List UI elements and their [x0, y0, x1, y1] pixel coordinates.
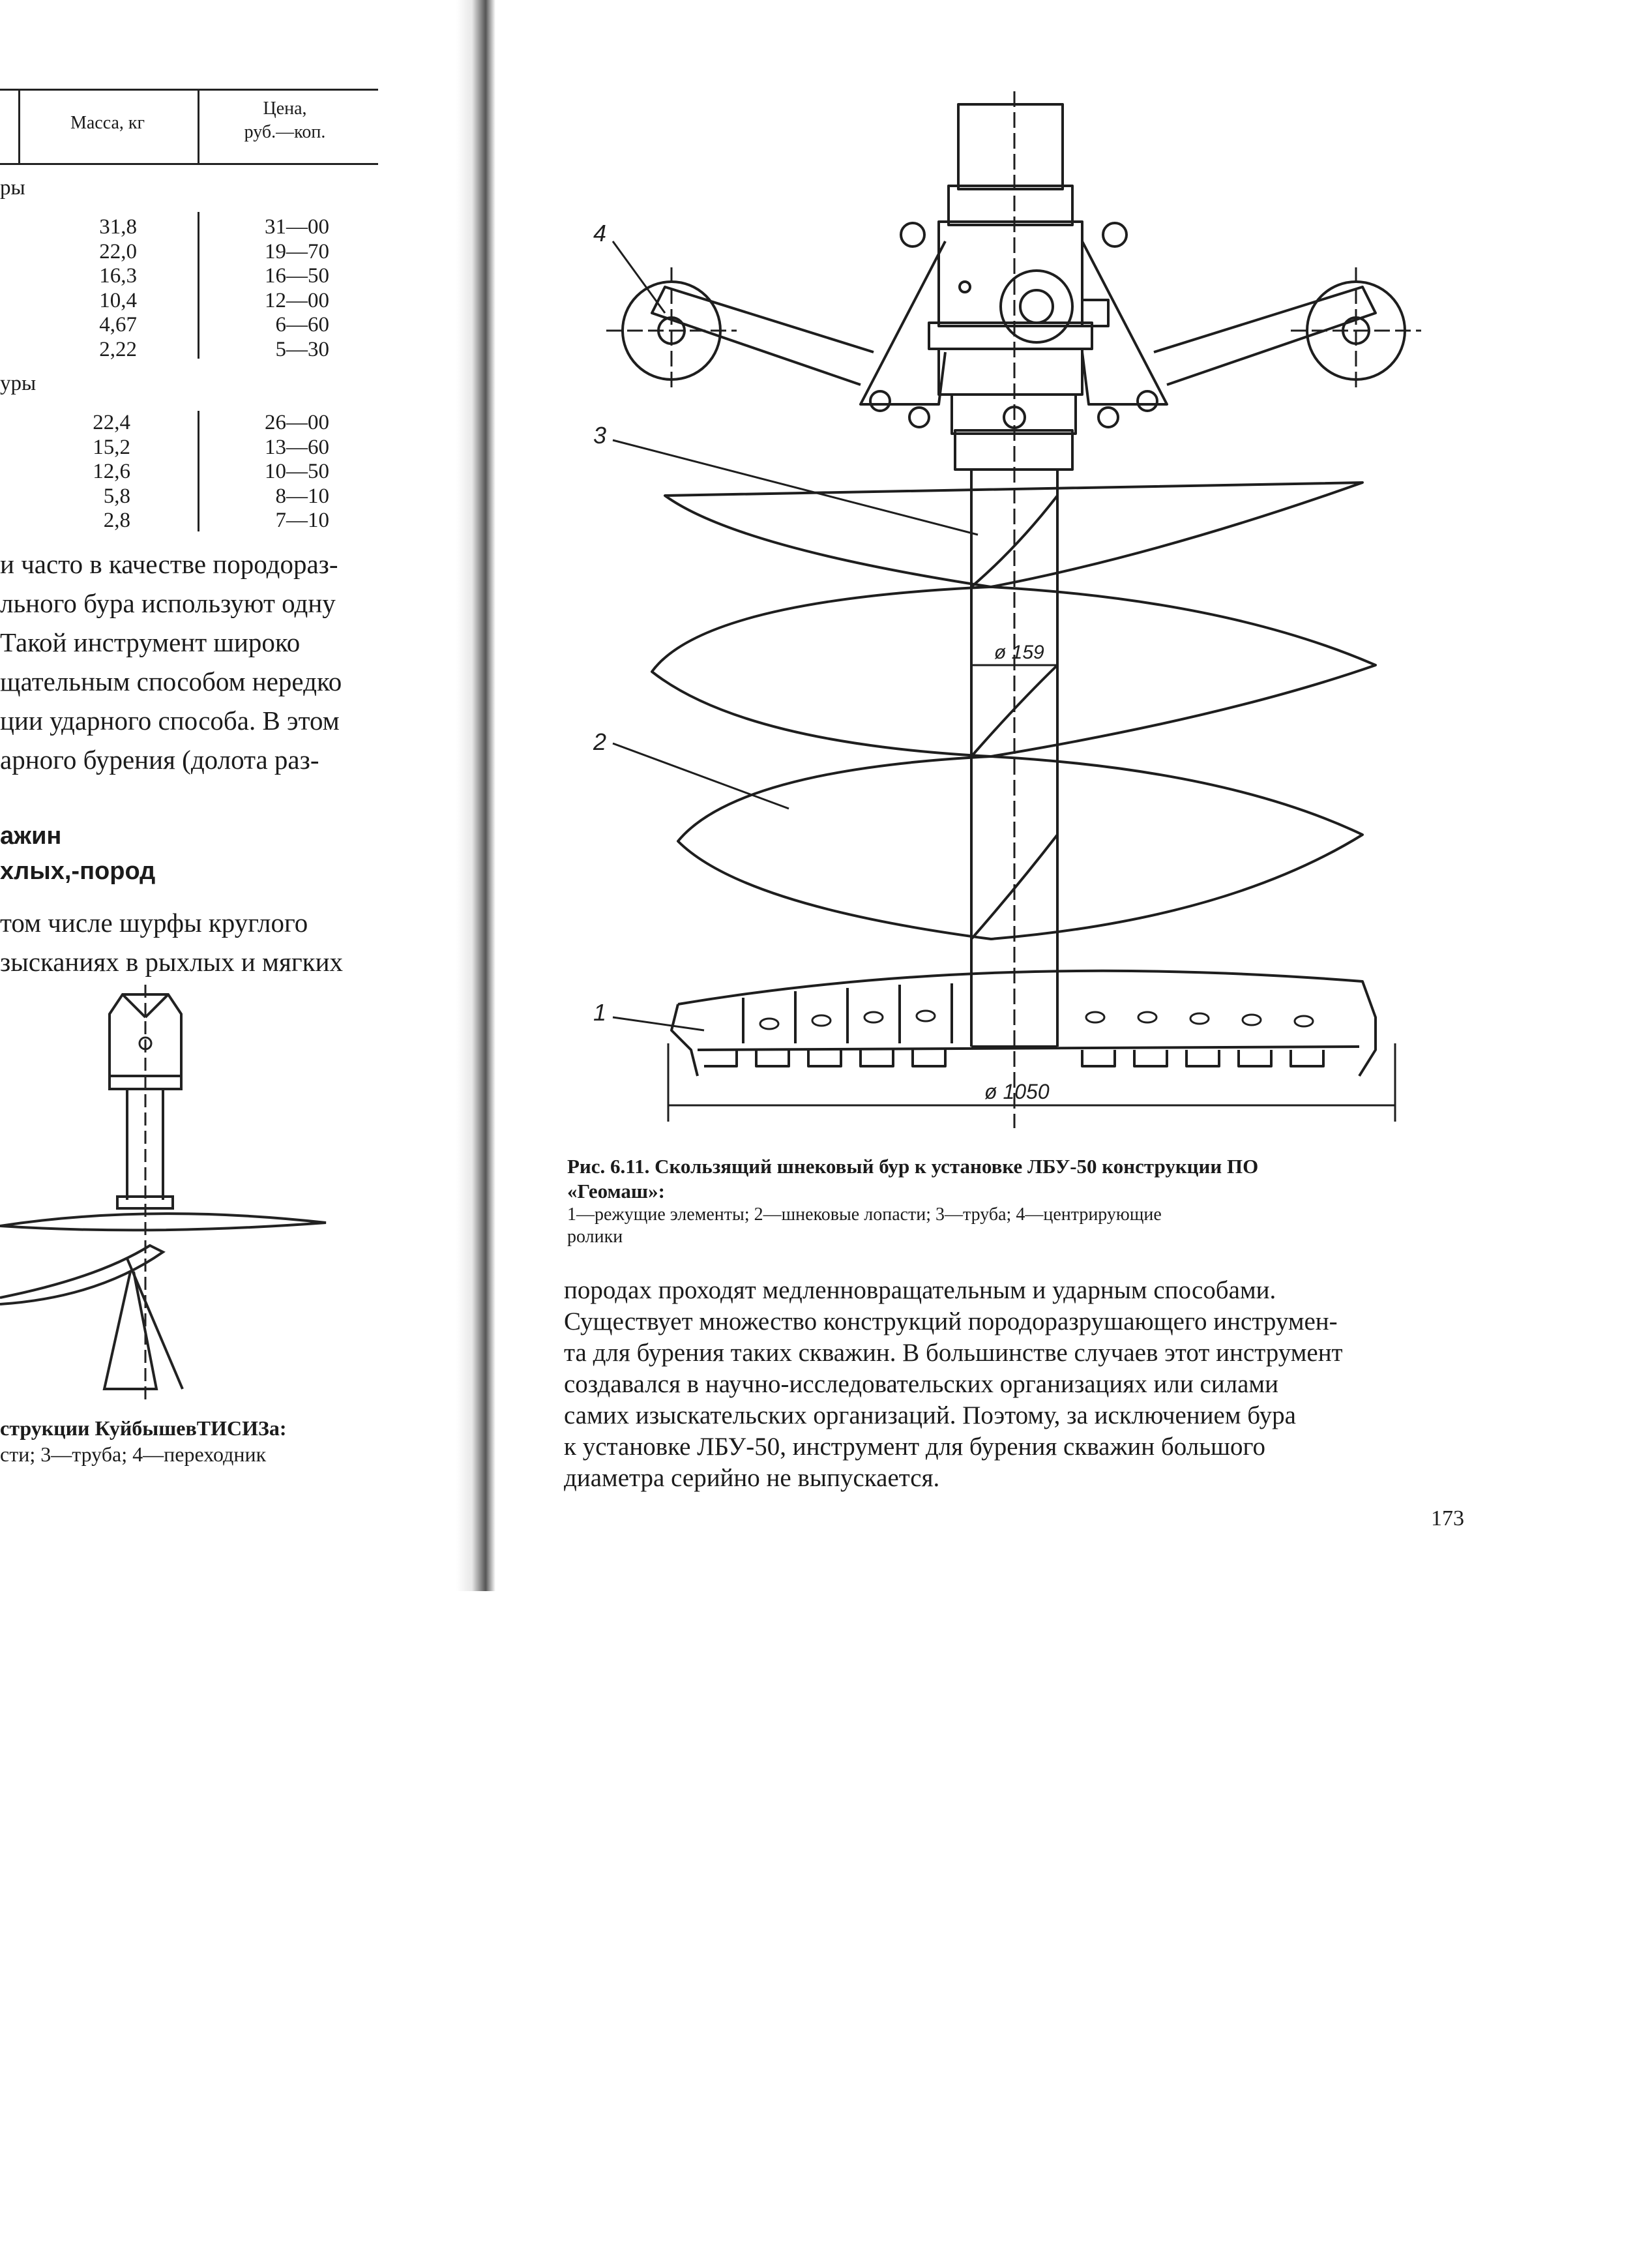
table-col-divider: [198, 411, 199, 531]
table-top-rule: [0, 89, 378, 91]
table-col-divider: [18, 89, 20, 164]
label-1: 1: [593, 999, 607, 1026]
table-group2-price: 26—00 13—60 10—50 8—10 7—10: [265, 411, 329, 532]
left-section-heading: ажин хлых,-пород: [0, 822, 156, 885]
left-caption: струкции КуйбышевТИСИЗа: сти; 3—труба; 4—переходник: [0, 1416, 287, 1466]
body-paragraph: породах проходят медленновращательным и ударным способами. Существует множество конструкций породоразрушающего инструмен- та для бурения таких скважин. В большинстве случаев этот инструмент создавался в научно-исследовательских организациях или силами самих изыскательских организаций. Поэтому, за исключением бура к установке ЛБУ-50, инструмент для бурения скважин большого диаметра серийно не выпускается.: [564, 1276, 1343, 1492]
dim-base-diameter: ø 1050: [984, 1080, 1050, 1103]
figure-caption: [567, 1154, 1258, 1248]
table-header-price-2: руб.—коп.: [244, 122, 326, 142]
table-group-label: уры: [0, 372, 37, 395]
table-col-divider: [198, 89, 199, 164]
book-gutter: [456, 0, 495, 1591]
label-2: 2: [593, 728, 607, 755]
auger-drawing: [574, 91, 1454, 1128]
table-group1-mass: 31,8 22,0 16,3 10,4 4,67 2,22: [99, 215, 137, 361]
label-3: 3: [593, 422, 607, 449]
label-4: 4: [593, 220, 607, 246]
table-group1-price: 31—00 19—70 16—50 12—00 6—60 5—30: [265, 215, 329, 361]
dim-pipe-diameter: ø 159: [994, 642, 1044, 663]
table-col-divider: [198, 212, 199, 359]
caption-title: «Геомаш»:: [567, 1180, 665, 1202]
table-header-rule: [0, 163, 378, 165]
small-auger-drawing: [0, 972, 365, 1415]
table-group2-mass: 22,4 15,2 12,6 5,8 2,8: [93, 411, 130, 532]
table-group-label: ры: [0, 176, 25, 200]
left-paragraph: щательным способом нередко ции ударного способа. В этом арного бурения (долота раз-: [0, 666, 342, 775]
table-header-price-1: Цена,: [263, 98, 307, 119]
left-paragraph: том числе шурфы круглого зысканиях в рыхлых и мягких: [0, 908, 344, 977]
caption-title: Рис. 6.11. Скользящий шнековый бур к установке ЛБУ-50 конструкции ПО: [567, 1155, 1259, 1178]
caption-legend: ролики: [567, 1227, 623, 1247]
page-number: 173: [1431, 1506, 1464, 1530]
caption-legend: 1—режущие элементы; 2—шнековые лопасти; 3—труба; 4—центрирующие: [567, 1204, 1162, 1225]
table-header-mass: Масса, кг: [70, 113, 145, 133]
left-paragraph: и часто в качестве породораз- льного бура используют одну Такой инструмент широко: [0, 549, 338, 657]
